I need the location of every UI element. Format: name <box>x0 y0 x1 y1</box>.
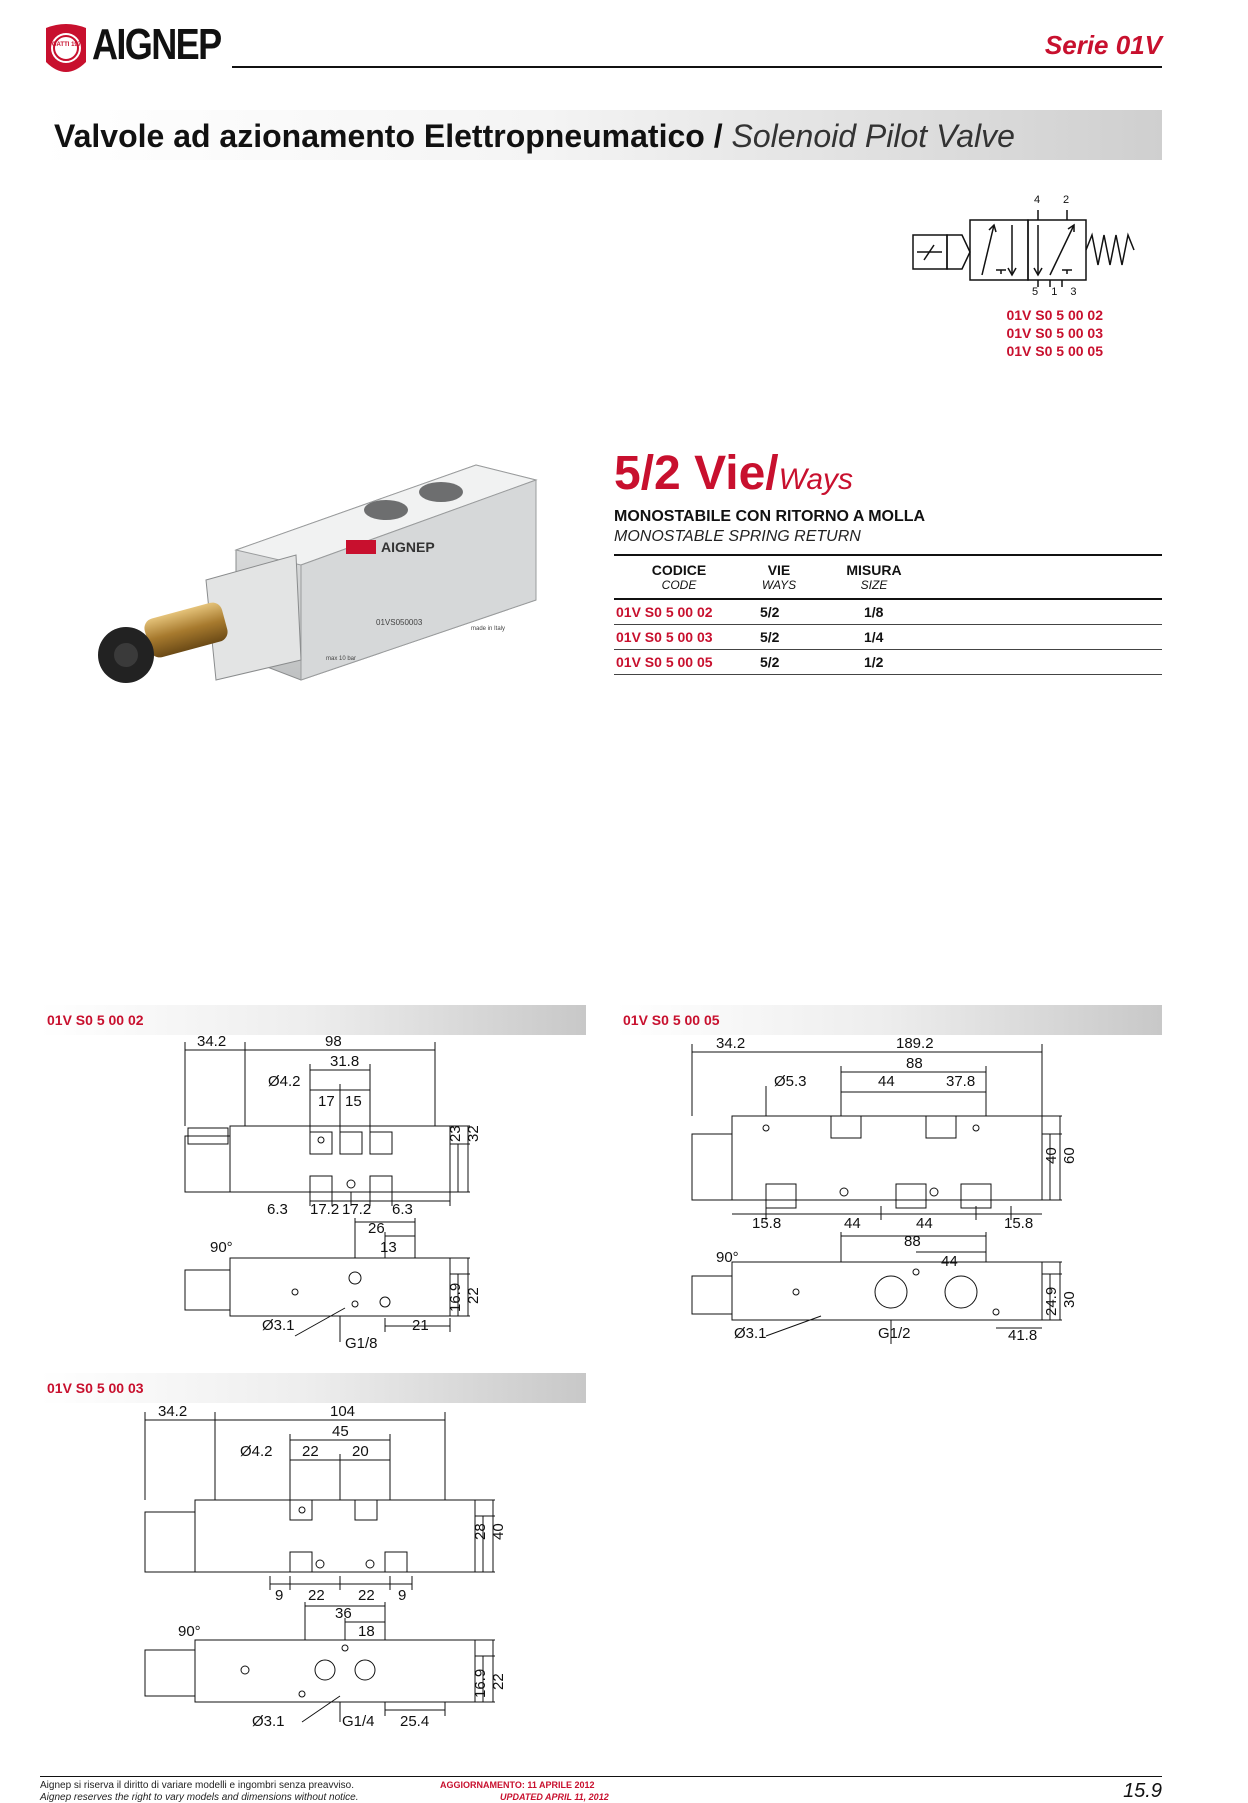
row-ways: 5/2 <box>760 629 780 645</box>
dim: 40 <box>1043 1147 1060 1164</box>
drawing-03 <box>40 1404 586 1734</box>
body-code: 01VS050003 <box>376 618 423 627</box>
ways-it: Vie/ <box>694 447 779 500</box>
dim: 31.8 <box>330 1053 360 1070</box>
header-ways-it: VIE <box>767 562 791 578</box>
table-row <box>614 650 1162 675</box>
dim: 22 <box>490 1673 507 1690</box>
dim: Ø4.2 <box>240 1443 273 1460</box>
dim: 98 <box>325 1033 342 1050</box>
pneumatic-symbol <box>912 190 1162 290</box>
dim: 23 <box>447 1125 464 1142</box>
symbol-port-3: 3 <box>1070 286 1079 298</box>
symbol-port-2: 2 <box>1063 194 1070 206</box>
dim: 60 <box>1061 1147 1078 1164</box>
row-ways: 5/2 <box>760 654 780 670</box>
dim: 104 <box>330 1403 356 1420</box>
dim: G1/2 <box>878 1325 911 1342</box>
valve-product-image <box>96 460 546 760</box>
dim: Ø3.1 <box>252 1713 285 1730</box>
symbol-code: 01V S0 5 00 02 <box>1006 307 1103 323</box>
row-size: 1/2 <box>864 654 884 670</box>
drawing-label-05: 01V S0 5 00 05 <box>623 1012 720 1028</box>
dim: 22 <box>358 1587 375 1604</box>
dim: 30 <box>1061 1291 1078 1308</box>
page-title <box>54 118 1015 155</box>
dim: 17.2 <box>310 1201 340 1218</box>
updated-italian: AGGIORNAMENTO: 11 APRILE 2012 <box>440 1780 595 1790</box>
header-code-en: CODE <box>661 578 697 592</box>
dim: 22 <box>302 1443 319 1460</box>
updated-english: UPDATED APRIL 11, 2012 <box>500 1792 609 1802</box>
dim: 28 <box>472 1523 489 1540</box>
dim: 18 <box>358 1623 375 1640</box>
dim: 88 <box>906 1055 923 1072</box>
drawing-band-02 <box>40 1005 586 1035</box>
dim: 44 <box>844 1215 861 1232</box>
dim: 44 <box>916 1215 933 1232</box>
dim: G1/4 <box>342 1713 375 1730</box>
dim: 44 <box>941 1253 958 1270</box>
description-english: MONOSTABLE SPRING RETURN <box>614 528 861 545</box>
row-ways: 5/2 <box>760 604 780 620</box>
header-code-it: CODICE <box>651 562 707 578</box>
symbol-code-list <box>986 306 1103 360</box>
symbol-code: 01V S0 5 00 03 <box>1006 325 1103 341</box>
disclaimer-italian: Aignep si riserva il diritto di variare modelli e ingombri senza preavviso. <box>40 1780 355 1791</box>
symbol-port-4: 4 <box>1034 194 1041 206</box>
page-number: 15.9 <box>1123 1780 1162 1802</box>
dim: 17 <box>318 1093 335 1110</box>
header-size-it: MISURA <box>846 562 902 578</box>
row-code: 01V S0 5 00 03 <box>616 629 713 645</box>
symbol-code: 01V S0 5 00 05 <box>1006 343 1103 359</box>
dim: 20 <box>352 1443 369 1460</box>
row-size: 1/8 <box>864 604 884 620</box>
dim: 90° <box>178 1623 201 1640</box>
dim: 41.8 <box>1008 1327 1038 1344</box>
header-ways-en: WAYS <box>761 578 797 592</box>
header-code <box>614 562 744 592</box>
ways-en: Ways <box>778 463 854 496</box>
brand-name: AIGNEP <box>92 20 221 69</box>
dim: 9 <box>275 1587 284 1604</box>
table-row <box>614 600 1162 625</box>
description-italian: MONOSTABILE CON RITORNO A MOLLA <box>614 508 926 525</box>
dim: 13 <box>380 1239 397 1256</box>
symbol-bottom-ports <box>1032 286 1079 298</box>
body-pressure: max 10 bar <box>326 656 357 662</box>
drawing-band-05 <box>616 1005 1162 1035</box>
symbol-port-5: 5 <box>1032 286 1041 298</box>
dim: 34.2 <box>158 1403 188 1420</box>
table-row <box>614 625 1162 650</box>
title-italian: Valvole ad azionamento Elettropneumatico / <box>54 118 723 154</box>
symbol-port-1: 1 <box>1051 286 1060 298</box>
dim: 45 <box>332 1423 349 1440</box>
row-size: 1/4 <box>864 629 884 645</box>
product-table <box>614 554 1162 675</box>
dim: G1/8 <box>345 1335 378 1352</box>
header-size <box>814 562 934 592</box>
drawing-02 <box>40 1033 586 1356</box>
brand-logo-icon <box>40 22 92 80</box>
title-english: Solenoid Pilot Valve <box>731 118 1015 154</box>
dim: 16.9 <box>447 1282 464 1312</box>
body-origin: made in Italy <box>471 626 506 632</box>
dim: 6.3 <box>267 1201 288 1218</box>
dim: Ø3.1 <box>734 1325 767 1342</box>
logo-seal-text: UGATTI 1976 <box>47 42 85 48</box>
row-code: 01V S0 5 00 05 <box>616 654 713 670</box>
table-header-row <box>614 556 1162 600</box>
dim: Ø3.1 <box>262 1317 295 1334</box>
dim: 24.9 <box>1043 1286 1060 1316</box>
dim: 44 <box>878 1073 895 1090</box>
drawing-band-03 <box>40 1373 586 1403</box>
dim: 189.2 <box>896 1035 934 1052</box>
ways-heading <box>614 446 853 501</box>
drawing-05 <box>616 1036 1162 1356</box>
dim: 34.2 <box>197 1033 227 1050</box>
dim: 22 <box>465 1287 482 1304</box>
dim: Ø4.2 <box>268 1073 301 1090</box>
drawing-label-02: 01V S0 5 00 02 <box>47 1012 144 1028</box>
dim: 37.8 <box>946 1073 976 1090</box>
footer-divider <box>40 1776 1162 1777</box>
dim: 36 <box>335 1605 352 1622</box>
dim: 22 <box>308 1587 325 1604</box>
ways-number: 5/2 <box>614 447 681 500</box>
dim: 9 <box>398 1587 407 1604</box>
body-brand: AIGNEP <box>381 539 435 555</box>
dim: 40 <box>490 1523 507 1540</box>
series-label: Serie 01V <box>1044 30 1162 60</box>
disclaimer-english: Aignep reserves the right to vary models and dimensions without notice. <box>40 1792 359 1803</box>
dim: Ø5.3 <box>774 1073 807 1090</box>
title-band <box>40 110 1162 160</box>
dim: 6.3 <box>392 1201 413 1218</box>
dim: 15 <box>345 1093 362 1110</box>
dim: 17.2 <box>342 1201 372 1218</box>
dim: 15.8 <box>752 1215 782 1232</box>
dim: 32 <box>465 1125 482 1142</box>
header-size-en: SIZE <box>860 578 888 592</box>
drawing-label-03: 01V S0 5 00 03 <box>47 1380 144 1396</box>
dim: 34.2 <box>716 1035 746 1052</box>
header-ways <box>744 562 814 592</box>
dim: 90° <box>716 1249 739 1266</box>
dim: 26 <box>368 1220 385 1237</box>
dim: 15.8 <box>1004 1215 1034 1232</box>
dim: 88 <box>904 1233 921 1250</box>
dim: 21 <box>412 1317 429 1334</box>
header-divider <box>232 66 1162 68</box>
dim: 25.4 <box>400 1713 430 1730</box>
dim: 90° <box>210 1239 233 1256</box>
row-code: 01V S0 5 00 02 <box>616 604 713 620</box>
dim: 16.9 <box>472 1668 489 1698</box>
